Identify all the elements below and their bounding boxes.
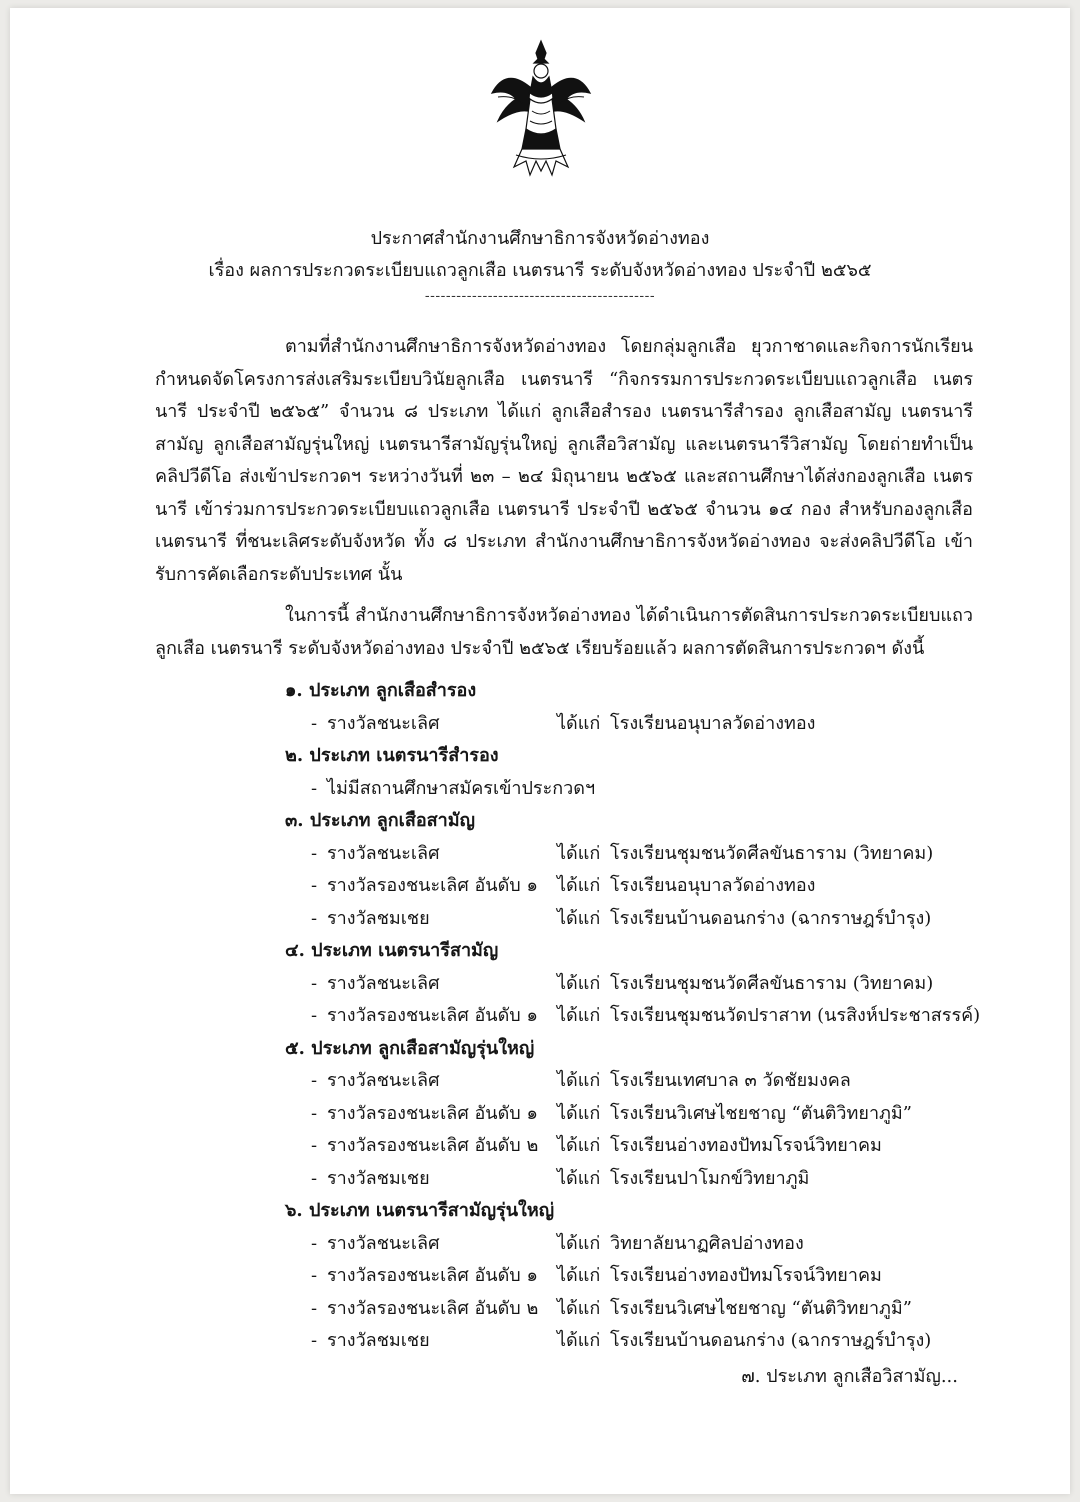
bullet-dash: -: [311, 1232, 318, 1254]
school-name: โรงเรียนบ้านดอนกร่าง (ฉากราษฎร์บำรุง): [610, 1330, 932, 1351]
school-name: โรงเรียนอ่างทองปัทมโรจน์วิทยาคม: [610, 1135, 882, 1156]
award-name: รางวัลชมเชย: [327, 907, 430, 929]
category-title: ๖. ประเภท เนตรนารีสามัญรุ่นใหญ่: [285, 1200, 555, 1221]
school-name: โรงเรียนวิเศษไชยชาญ “ตันติวิทยาภูมิ”: [610, 1102, 912, 1124]
award-name: ไม่มีสถานศึกษาสมัครเข้าประกวดฯ: [327, 777, 596, 799]
results-list: [285, 675, 1005, 1358]
awarded-to-label: ได้แก่: [557, 712, 601, 734]
awarded-to-label: ได้แก่: [557, 875, 601, 896]
awarded-to-label: ได้แก่: [557, 1265, 601, 1286]
awarded-to-label: ได้แก่: [557, 1167, 601, 1189]
result-item: [285, 1000, 1005, 1033]
result-item: [285, 1130, 1005, 1163]
bullet-dash: -: [311, 972, 318, 994]
award-name: รางวัลชมเชย: [327, 1167, 430, 1189]
awarded-to-label: ได้แก่: [557, 1005, 601, 1026]
result-item: [285, 1293, 1005, 1326]
result-item: [285, 1260, 1005, 1293]
bullet-dash: -: [311, 1005, 318, 1026]
category-title: ๒. ประเภท เนตรนารีสำรอง: [285, 745, 499, 766]
bullet-dash: -: [311, 875, 318, 896]
category-title: ๓. ประเภท ลูกเสือสามัญ: [285, 810, 475, 831]
award-name: รางวัลชนะเลิศ: [327, 1070, 440, 1091]
garuda-emblem-icon: [486, 37, 596, 187]
bullet-dash: -: [311, 1167, 318, 1189]
result-item: [285, 903, 1005, 936]
school-name: โรงเรียนอนุบาลวัดอ่างทอง: [610, 712, 816, 734]
announcement-subject: เรื่อง ผลการประกวดระเบียบแถวลูกเสือ เนตรนารี ระดับจังหวัดอ่างทอง ประจำปี ๒๕๖๕: [208, 260, 872, 281]
result-item: [285, 838, 1005, 871]
paragraph-results-intro: ในการนี้ สำนักงานศึกษาธิการจังหวัดอ่างทอง ได้ดำเนินการตัดสินการประกวดระเบียบแถวลูกเสือ เนตรนารี ระดับจังหวัดอ่างทอง ประจำปี ๒๕๖๕ เรียบร้อยแล้ว ผลการตัดสินการประกวดฯ ดังนี้: [155, 605, 973, 659]
bullet-dash: -: [311, 1297, 318, 1319]
result-item: [285, 1098, 1005, 1131]
school-name: วิทยาลัยนาฏศิลปอ่างทอง: [610, 1232, 804, 1254]
school-name: โรงเรียนอนุบาลวัดอ่างทอง: [610, 875, 816, 896]
result-item: [285, 773, 1005, 806]
school-name: โรงเรียนวิเศษไชยชาญ “ตันติวิทยาภูมิ”: [610, 1297, 912, 1319]
divider: --------------------------------------------: [424, 288, 656, 304]
school-name: โรงเรียนอ่างทองปัทมโรจน์วิทยาคม: [610, 1265, 882, 1286]
awarded-to-label: ได้แก่: [557, 907, 601, 929]
awarded-to-label: ได้แก่: [557, 1330, 601, 1351]
continuation-note: ๗. ประเภท ลูกเสือวิสามัญ...: [741, 1366, 958, 1387]
school-name: โรงเรียนปาโมกข์วิทยาภูมิ: [610, 1167, 810, 1189]
award-name: รางวัลรองชนะเลิศ อันดับ ๒: [327, 1297, 539, 1319]
result-item: [285, 1163, 1005, 1196]
award-name: รางวัลรองชนะเลิศ อันดับ ๑: [327, 1102, 538, 1124]
bullet-dash: -: [311, 1265, 318, 1286]
bullet-dash: -: [311, 712, 318, 734]
category-title: ๑. ประเภท ลูกเสือสำรอง: [285, 680, 477, 701]
awarded-to-label: ได้แก่: [557, 1232, 601, 1254]
result-item: [285, 1325, 1005, 1358]
awarded-to-label: ได้แก่: [557, 1297, 601, 1319]
school-name: โรงเรียนชุมชนวัดปราสาท (นรสิงห์ประชาสรรค์): [610, 1005, 981, 1026]
announcement-title: ประกาศสำนักงานศึกษาธิการจังหวัดอ่างทอง: [370, 228, 710, 249]
award-name: รางวัลชนะเลิศ: [327, 972, 440, 994]
awarded-to-label: ได้แก่: [557, 842, 601, 864]
awarded-to-label: ได้แก่: [557, 1102, 601, 1124]
result-item: [285, 968, 1005, 1001]
school-name: โรงเรียนชุมชนวัดศีลขันธาราม (วิทยาคม): [610, 972, 934, 994]
award-name: รางวัลรองชนะเลิศ อันดับ ๒: [327, 1135, 539, 1156]
school-name: โรงเรียนชุมชนวัดศีลขันธาราม (วิทยาคม): [610, 842, 934, 864]
bullet-dash: -: [311, 1330, 318, 1351]
school-name: โรงเรียนบ้านดอนกร่าง (ฉากราษฎร์บำรุง): [610, 907, 932, 929]
school-name: โรงเรียนเทศบาล ๓ วัดชัยมงคล: [610, 1070, 851, 1091]
category-title: ๕. ประเภท ลูกเสือสามัญรุ่นใหญ่: [285, 1037, 535, 1059]
awarded-to-label: ได้แก่: [557, 1070, 601, 1091]
bullet-dash: -: [311, 907, 318, 929]
award-name: รางวัลชมเชย: [327, 1330, 430, 1351]
award-name: รางวัลชนะเลิศ: [327, 1232, 440, 1254]
result-item: [285, 870, 1005, 903]
bullet-dash: -: [311, 1135, 318, 1156]
bullet-dash: -: [311, 842, 318, 864]
awarded-to-label: ได้แก่: [557, 972, 601, 994]
category-title: ๔. ประเภท เนตรนารีสามัญ: [285, 940, 499, 961]
awarded-to-label: ได้แก่: [557, 1135, 601, 1156]
bullet-dash: -: [311, 1102, 318, 1124]
award-name: รางวัลชนะเลิศ: [327, 712, 440, 734]
result-item: [285, 708, 1005, 741]
award-name: รางวัลรองชนะเลิศ อันดับ ๑: [327, 1265, 538, 1286]
bullet-dash: -: [311, 777, 318, 799]
award-name: รางวัลรองชนะเลิศ อันดับ ๑: [327, 1005, 538, 1026]
bullet-dash: -: [311, 1070, 318, 1091]
result-item: [285, 1228, 1005, 1261]
paragraph-background: ตามที่สำนักงานศึกษาธิการจังหวัดอ่างทอง โดยกลุ่มลูกเสือ ยุวกาชาดและกิจการนักเรียน กำหนดจัดโครงการส่งเสริมระเบียบวินัยลูกเสือ เนตรนารี “กิจกรรมการประกวดระเบียบแถวลูกเสือ เนตรนารี ประจำปี ๒๕๖๕” จำนวน ๘ ประเภท ได้แก่ ลูกเสือสำรอง เนตรนารีสำรอง ลูกเสือสามัญ เนตรนารีสามัญ ลูกเสือสามัญรุ่นใหญ่ เนตรนารีสามัญรุ่นใหญ่ ลูกเสือวิสามัญ และเนตรนารีวิสามัญ โดยถ่ายทำเป็นคลิปวีดีโอ ส่งเข้าประกวดฯ ระหว่างวันที่ ๒๓ – ๒๔ มิถุนายน ๒๕๖๕ และสถานศึกษาได้ส่งกองลูกเสือ เนตรนารี เข้าร่วมการประกวดระเบียบแถวลูกเสือ เนตรนารี ประจำปี ๒๕๖๕ จำนวน ๑๔ กอง สำหรับกองลูกเสือ เนตรนารี ที่ชนะเลิศระดับจังหวัด ทั้ง ๘ ประเภท สำนักงานศึกษาธิการจังหวัดอ่างทอง จะส่งคลิปวีดีโอ เข้ารับการคัดเลือกระดับประเทศ นั้น: [155, 336, 973, 585]
award-name: รางวัลชนะเลิศ: [327, 842, 440, 864]
result-item: [285, 1065, 1005, 1098]
award-name: รางวัลรองชนะเลิศ อันดับ ๑: [327, 875, 538, 896]
